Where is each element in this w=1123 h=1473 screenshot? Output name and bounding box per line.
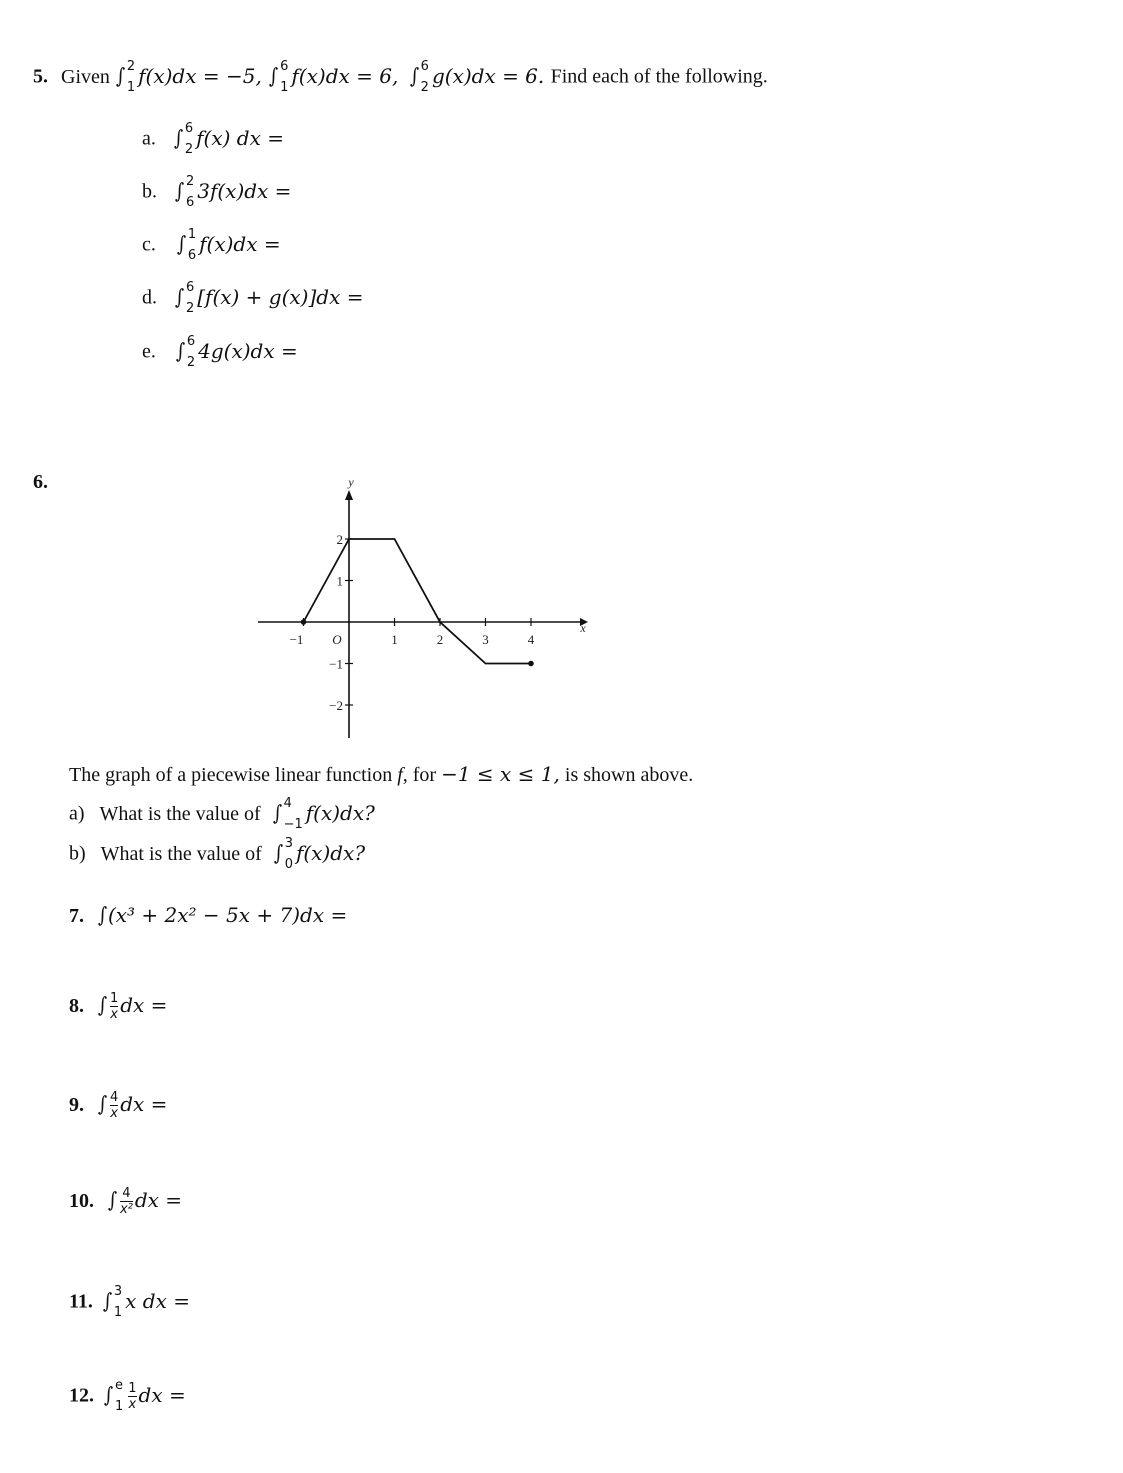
part-label: b. bbox=[142, 180, 157, 203]
q5-number: 5. bbox=[33, 65, 48, 88]
q5-given-2: ∫ 6 1 f(x)dx = 6, bbox=[268, 59, 399, 95]
q11: 11. ∫ 3 1 x dx = bbox=[69, 1284, 190, 1320]
part-label: d. bbox=[142, 286, 157, 309]
q9-expr: dx = bbox=[120, 1092, 168, 1116]
origin-label: O bbox=[332, 632, 342, 647]
q6-part-b: b) What is the value of ∫ 3 0 f(x)dx? bbox=[69, 836, 366, 872]
f-end-point bbox=[528, 661, 534, 667]
part-expr: f(x) dx = bbox=[196, 125, 284, 150]
x-tick-label: 1 bbox=[391, 632, 398, 647]
q5-part-e: e. ∫ 6 2 4g(x)dx = bbox=[142, 334, 298, 370]
q5-given-3: ∫ 6 2 g(x)dx = 6. bbox=[409, 59, 545, 95]
part-expr: 4g(x)dx = bbox=[198, 338, 298, 363]
q10-number: 10. bbox=[69, 1190, 94, 1212]
q9: 9. ∫ $\frac{4}{x}$ dx = bbox=[69, 1090, 168, 1121]
q8-expr: dx = bbox=[120, 993, 168, 1017]
q12-expr: dx = bbox=[138, 1382, 186, 1407]
part-label: c. bbox=[142, 233, 156, 256]
q12: 12. ∫ e 1 $\frac{1}{x}$ dx = bbox=[69, 1378, 186, 1414]
x-tick-label: 3 bbox=[482, 632, 489, 647]
q8: 8. ∫ $\frac{1}{x}$ dx = bbox=[69, 991, 168, 1022]
q10: 10. ∫ $\frac{4}{\text{x²}}$ dx = bbox=[69, 1186, 183, 1217]
y-tick-label: 1 bbox=[336, 573, 343, 589]
q12-number: 12. bbox=[69, 1384, 94, 1407]
x-axis-label: x bbox=[580, 621, 586, 635]
q7-expr: (x³ + 2x² − 5x + 7)dx = bbox=[107, 903, 348, 927]
q5-part-a: a. ∫ 6 2 f(x) dx = bbox=[142, 121, 284, 157]
x-tick-label: 4 bbox=[527, 632, 535, 647]
part-expr: [f(x) + g(x)]dx = bbox=[197, 284, 364, 309]
part-label: a. bbox=[142, 127, 156, 150]
y-tick-label: −2 bbox=[329, 698, 343, 713]
q10-expr: dx = bbox=[134, 1188, 183, 1212]
q6-number: 6. bbox=[33, 471, 48, 493]
y-axis-label: y bbox=[348, 475, 354, 489]
q7: 7. ∫(x³ + 2x² − 5x + 7)dx = bbox=[69, 903, 348, 927]
q5-given-1: ∫ 2 1 f(x)dx = −5, bbox=[115, 59, 262, 95]
x-tick-label: 2 bbox=[436, 632, 444, 647]
q5-part-c: c. ∫ 1 6 f(x)dx = bbox=[142, 227, 281, 263]
q11-number: 11. bbox=[69, 1290, 93, 1313]
y-axis-arrow bbox=[345, 490, 353, 500]
part-expr: 3f(x)dx = bbox=[197, 178, 292, 203]
q5-statement bbox=[33, 60, 768, 94]
q7-number: 7. bbox=[69, 905, 84, 927]
q9-number: 9. bbox=[69, 1094, 84, 1116]
q8-number: 8. bbox=[69, 995, 84, 1017]
q5-part-b: b. ∫ 2 6 3f(x)dx = bbox=[142, 174, 292, 210]
f-start-point bbox=[301, 619, 307, 625]
y-tick-label: −1 bbox=[329, 656, 343, 672]
q5-given-word: Given bbox=[61, 65, 110, 88]
x-tick-label: −1 bbox=[289, 632, 304, 647]
q6-graph bbox=[250, 470, 590, 750]
part-expr: f(x)dx = bbox=[199, 231, 281, 256]
q11-expr: x dx = bbox=[125, 1288, 190, 1313]
q5-part-d: d. ∫ 6 2 [f(x) + g(x)]dx = bbox=[142, 280, 364, 316]
q5-instruction: Find each of the following. bbox=[550, 65, 768, 88]
q6-part-a: a) What is the value of ∫ 4 −1 f(x)dx? bbox=[69, 796, 375, 832]
q6-caption: The graph of a piecewise linear function f, for −1 ≤ x ≤ 1, is shown above. bbox=[69, 762, 694, 786]
part-label: e. bbox=[142, 340, 156, 363]
y-tick-label: 2 bbox=[336, 532, 343, 547]
